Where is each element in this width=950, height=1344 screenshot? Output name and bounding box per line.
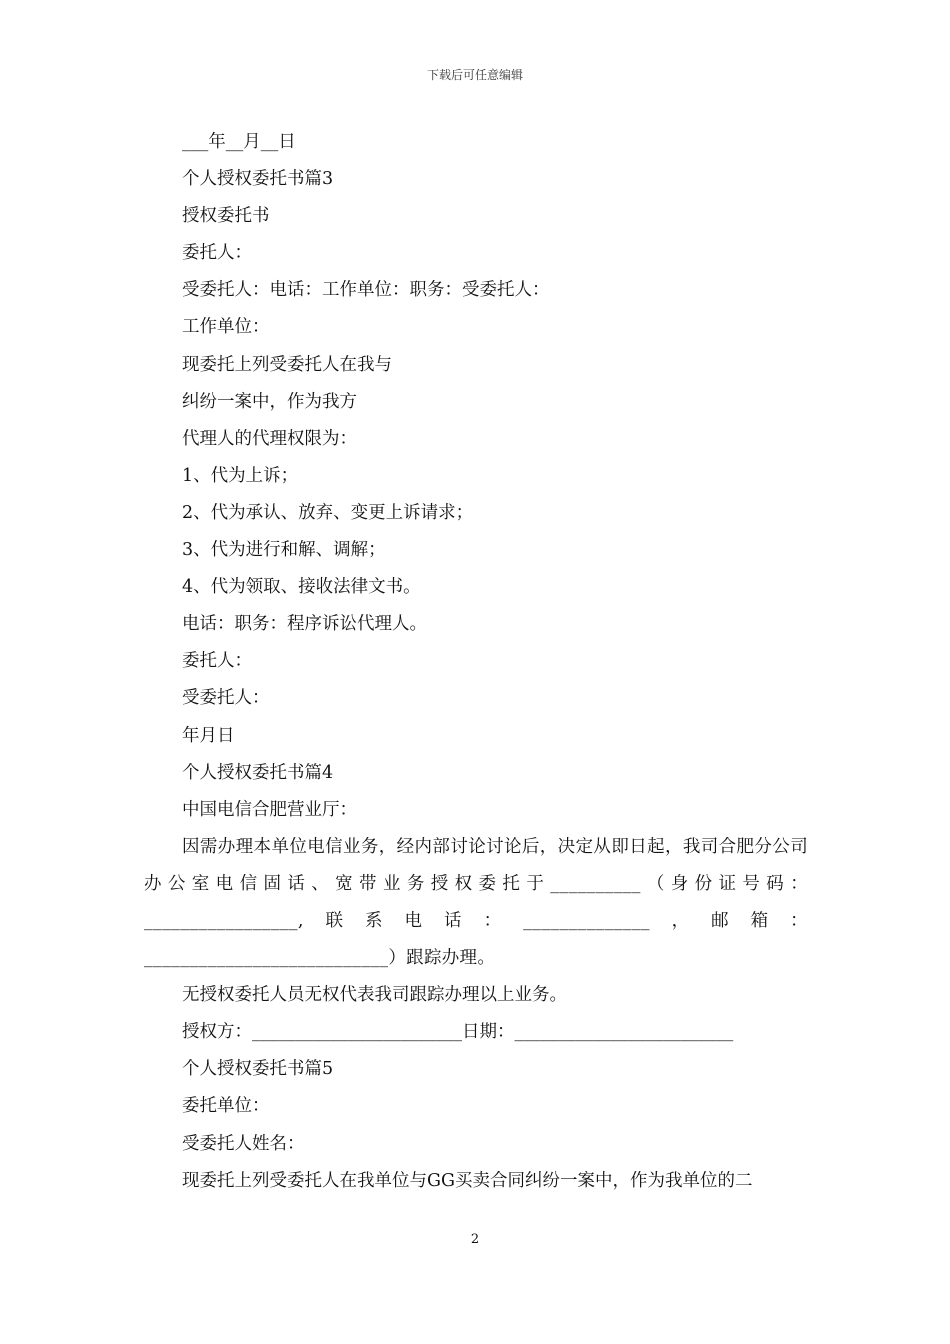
list-item: 1、代为上诉；: [182, 465, 299, 486]
text-line: 受委托人：: [182, 688, 270, 709]
list-item: 3、代为进行和解、调解；: [182, 540, 386, 561]
text-line: 中国电信合肥营业厅：: [182, 799, 357, 820]
list-item: 2、代为承认、放弃、变更上诉请求；: [182, 502, 474, 523]
text-line: 委托人：: [182, 651, 252, 672]
text-line: 委托人：: [182, 243, 252, 264]
section-title: 个人授权委托书篇5: [182, 1059, 334, 1080]
text-line: 年月日: [182, 725, 235, 746]
text-line: 授权委托书: [182, 206, 270, 227]
text-line: 代理人的代理权限为：: [182, 428, 357, 449]
page-header: 下载后可任意编辑: [426, 68, 523, 82]
text-line: 无授权委托人员无权代表我司跟踪办理以上业务。: [182, 985, 567, 1006]
text-line: 电话：职务：程序诉讼代理人。: [182, 614, 427, 635]
text-line: 现委托上列受委托人在我单位与GG买卖合同纠纷一案中，作为我单位的二: [182, 1170, 753, 1191]
text-line: ___年__月__日: [182, 132, 296, 152]
section-title: 个人授权委托书篇4: [182, 762, 334, 783]
text-line: 受委托人：电话：工作单位：职务：受委托人：: [182, 280, 550, 301]
text-line: 现委托上列受委托人在我与: [182, 354, 392, 375]
text-line: 工作单位：: [182, 317, 270, 338]
document-body: [144, 124, 808, 1200]
section-title: 个人授权委托书篇3: [182, 169, 334, 190]
paragraph: 因需办理本单位电信业务，经内部讨论讨论后，决定从即日起，我司合肥分公司办公室电信固话、宽带业务授权委托于__________（身份证号码：_________________,联系电话：______________，邮箱：___________________________）跟踪办理。: [144, 836, 808, 969]
signature-line: 授权方：________________________日期：_________________________: [182, 1022, 734, 1043]
text-line: 纠纷一案中，作为我方: [182, 391, 357, 412]
text-line: 委托单位：: [182, 1096, 270, 1117]
text-line: 受委托人姓名：: [182, 1133, 305, 1154]
list-item: 4、代为领取、接收法律文书。: [182, 577, 421, 598]
page-number: 2: [470, 1232, 480, 1247]
